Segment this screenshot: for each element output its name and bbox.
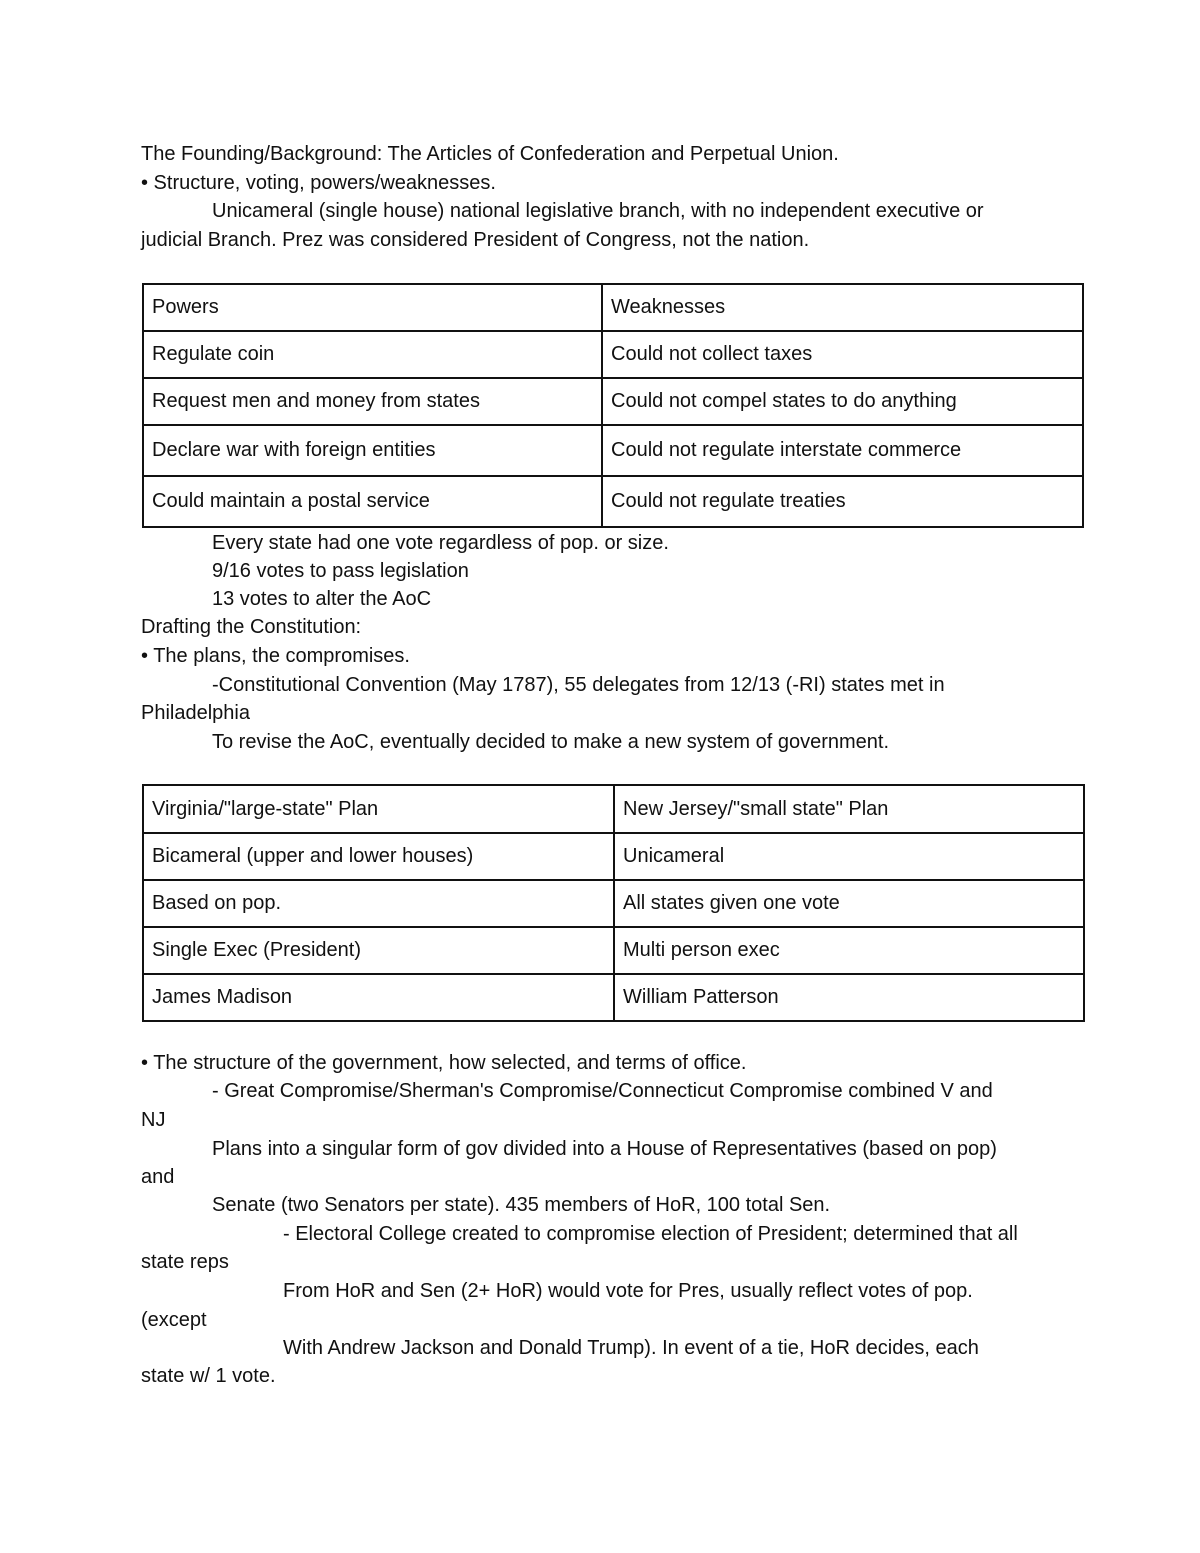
paragraph-line: To revise the AoC, eventually decided to make a new system of government. (212, 731, 890, 753)
paragraph-line: and (141, 1166, 175, 1188)
table-cell: Multi person exec (614, 927, 1084, 974)
paragraph-line: Philadelphia (141, 702, 250, 724)
table-cell: Could maintain a postal service (143, 476, 602, 527)
section-heading-drafting: Drafting the Constitution: (141, 616, 362, 638)
section-heading-founding: The Founding/Background: The Articles of Confederation and Perpetual Union. (141, 143, 839, 165)
table-cell: Could not compel states to do anything (602, 378, 1083, 425)
plans-table (142, 784, 1085, 1022)
table-cell: All states given one vote (614, 880, 1084, 927)
table-row (143, 378, 1083, 425)
voting-line: Every state had one vote regardless of pop. or size. (212, 532, 669, 554)
paragraph-line: - Electoral College created to compromise election of President; determined that all (283, 1223, 1018, 1245)
paragraph-line: Unicameral (single house) national legislative branch, with no independent executive or (212, 200, 984, 222)
table-cell: Based on pop. (143, 880, 614, 927)
paragraph-line: judicial Branch. Prez was considered President of Congress, not the nation. (141, 229, 810, 251)
paragraph-line: (except (141, 1309, 207, 1331)
table-cell: Regulate coin (143, 331, 602, 378)
paragraph-line: -Constitutional Convention (May 1787), 55 delegates from 12/13 (-RI) states met in (212, 674, 945, 696)
table-row (143, 927, 1084, 974)
table-cell: Unicameral (614, 833, 1084, 880)
table-row (143, 331, 1083, 378)
table-cell: Could not regulate treaties (602, 476, 1083, 527)
table-row (143, 880, 1084, 927)
table-header-row (143, 785, 1084, 833)
table-row (143, 476, 1083, 527)
bullet-structure-government: • The structure of the government, how selected, and terms of office. (141, 1052, 747, 1074)
table-cell: Declare war with foreign entities (143, 425, 602, 476)
table-cell: James Madison (143, 974, 614, 1021)
table-header-cell: Virginia/"large-state" Plan (143, 785, 614, 833)
paragraph-line: NJ (141, 1109, 166, 1131)
table-cell: Bicameral (upper and lower houses) (143, 833, 614, 880)
voting-line: 9/16 votes to pass legislation (212, 560, 469, 582)
paragraph-line: Senate (two Senators per state). 435 members of HoR, 100 total Sen. (212, 1194, 831, 1216)
powers-weaknesses-table (142, 283, 1084, 528)
table-cell: William Patterson (614, 974, 1084, 1021)
table-cell: Could not collect taxes (602, 331, 1083, 378)
voting-line: 13 votes to alter the AoC (212, 588, 432, 610)
paragraph-line: Plans into a singular form of gov divided into a House of Representatives (based on pop) (212, 1138, 997, 1160)
table-header-cell: Weaknesses (602, 284, 1083, 331)
table-cell: Single Exec (President) (143, 927, 614, 974)
paragraph-line: With Andrew Jackson and Donald Trump). In event of a tie, HoR decides, each (283, 1337, 979, 1359)
paragraph-line: state w/ 1 vote. (141, 1365, 276, 1387)
bullet-plans: • The plans, the compromises. (141, 645, 410, 667)
paragraph-line: - Great Compromise/Sherman's Compromise/Connecticut Compromise combined V and (212, 1080, 993, 1102)
table-header-cell: Powers (143, 284, 602, 331)
table-row (143, 833, 1084, 880)
bullet-structure: • Structure, voting, powers/weaknesses. (141, 172, 496, 194)
table-row (143, 974, 1084, 1021)
table-header-cell: New Jersey/"small state" Plan (614, 785, 1084, 833)
paragraph-line: From HoR and Sen (2+ HoR) would vote for Pres, usually reflect votes of pop. (283, 1280, 973, 1302)
table-cell: Could not regulate interstate commerce (602, 425, 1083, 476)
paragraph-line: state reps (141, 1251, 229, 1273)
table-row (143, 425, 1083, 476)
table-header-row (143, 284, 1083, 331)
table-cell: Request men and money from states (143, 378, 602, 425)
